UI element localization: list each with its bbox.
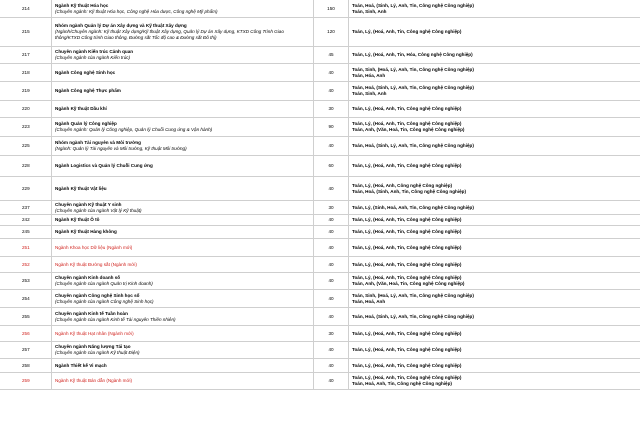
major-subtitle: (Chuyên ngành: Quản lý Công nghiệp, Quản lý Chuỗi Cung ứng & Vận hành)	[55, 127, 213, 132]
subject-combination: Toán, Hoá, Anh, Tin, Công nghệ Công nghiệp)	[352, 381, 452, 386]
major-cell	[52, 342, 314, 359]
major-code: 228	[0, 156, 52, 177]
major-name: Chuyên ngành Năng lượng Tái tạo	[55, 344, 131, 349]
subject-combination: Toán, Hóa, Anh	[352, 72, 386, 78]
major-code: 256	[0, 326, 52, 342]
major-cell	[52, 137, 314, 156]
table-row	[0, 226, 640, 239]
major-subtitle: (Ngành: Quản lý Tài nguyên và Môi trường, Kỹ thuật Môi trường)	[55, 146, 187, 151]
quota-value: 40	[314, 64, 349, 82]
major-name: Ngành Kỹ thuật Hóa học	[55, 2, 109, 8]
major-name: Nhóm ngành Tài nguyên và Môi trường	[55, 140, 141, 145]
subject-combination: Toán, Lý, (Hoá, Anh, Tin, Công nghệ Công nghiệp)	[352, 362, 462, 368]
table-row	[0, 342, 640, 359]
major-code: 229	[0, 177, 52, 201]
major-cell	[52, 156, 314, 177]
subject-combination-cell	[349, 118, 640, 137]
table-row	[0, 215, 640, 226]
subject-combination-cell	[349, 226, 640, 239]
quota-value: 40	[314, 273, 349, 290]
major-code: 215	[0, 18, 52, 47]
quota-value: 30	[314, 201, 349, 215]
major-code: 242	[0, 215, 52, 226]
major-code: 217	[0, 47, 52, 64]
subject-combination-cell	[349, 326, 640, 342]
table-row	[0, 47, 640, 64]
major-subtitle: (Chuyên ngành của ngành Vật lý Kỹ thuật)	[55, 207, 142, 213]
major-cell	[52, 101, 314, 118]
major-subtitle: (Ngành/Chuyên ngành: Kỹ thuật Xây dựng/Kỹ thuật Xây dựng, Quản lý Dự án Xây dựng, KTXD Công Trình Giao thông/KTXD Công trình Giao thông, Đường sắt Tốc độ cao & Đường sắt Đô thị)	[55, 29, 284, 40]
quota-value: 40	[314, 308, 349, 326]
quota-value: 90	[314, 118, 349, 137]
subject-combination-cell	[349, 47, 640, 64]
major-name: Ngành Kỹ thuật Dầu khí	[55, 106, 107, 111]
major-name: Chuyên ngành Kỹ thuật Y sinh	[55, 201, 122, 207]
major-subtitle: (Chuyên ngành của ngành Công nghệ Sinh học)	[55, 298, 154, 304]
quota-value: 40	[314, 226, 349, 239]
major-subtitle: (Chuyên ngành của ngành Kiến trúc)	[55, 55, 131, 60]
major-name: Ngành Logistics và Quản lý Chuỗi Cung ứng	[55, 163, 153, 168]
subject-combination: Toán, Hoá, (Sinh, Anh, Tin, Công nghệ Công nghiệp)	[352, 188, 466, 194]
major-name: Ngành Kỹ thuật Đường sắt (Ngành mới)	[55, 261, 137, 267]
subject-combination: Toán, Lý, (Hoá, Anh, Tin, Công nghệ Công nghiệp)	[352, 121, 462, 126]
subject-combination: Toán, Lý, (Hoá, Anh, Tin, Công nghệ Công nghiệp)	[352, 244, 462, 250]
subject-combination-cell	[349, 257, 640, 273]
major-cell	[52, 226, 314, 239]
major-code: 254	[0, 290, 52, 308]
major-name: Ngành Kỹ thuật Hạt nhân (Ngành mới)	[55, 330, 134, 336]
major-name: Chuyên ngành Kinh doanh số	[55, 275, 121, 280]
subject-combination: Toán, Lý, (Hoá, Anh, Công nghệ Công nghiệp)	[352, 182, 453, 188]
subject-combination: Toán, Lý, (Hoá, Anh, Tin, Hóa, Công nghệ Công nghiệp)	[352, 52, 473, 57]
table-row	[0, 0, 640, 18]
subject-combination: Toán, Lý, (Hoá, Anh, Tin, Công nghệ Công nghiệp)	[352, 106, 462, 111]
subject-combination: Toán, Sinh, Anh	[352, 91, 387, 96]
major-cell	[52, 64, 314, 82]
quota-value: 40	[314, 359, 349, 373]
subject-combination: Toán, Lý, (Hoá, Anh, Tin, Công nghệ Công nghiệp)	[352, 229, 462, 234]
major-cell	[52, 47, 314, 64]
subject-combination-cell	[349, 373, 640, 390]
quota-value: 30	[314, 101, 349, 118]
major-name: Ngành Công nghệ Thực phẩm	[55, 88, 121, 93]
subject-combination: Toán, Anh, (Văn, Hoá, Tin, Công nghệ Công nghiệp)	[352, 127, 465, 132]
quota-value: 40	[314, 137, 349, 156]
major-subtitle: (Chuyên ngành của ngành Kỹ thuật Điện)	[55, 350, 140, 355]
table-row	[0, 373, 640, 390]
table-row	[0, 273, 640, 290]
subject-combination-cell	[349, 137, 640, 156]
major-cell	[52, 239, 314, 257]
major-cell	[52, 326, 314, 342]
major-code: 219	[0, 82, 52, 101]
major-cell	[52, 177, 314, 201]
major-code: 237	[0, 201, 52, 215]
major-cell	[52, 82, 314, 101]
table-row	[0, 177, 640, 201]
major-name: Ngành Kỹ thuật Ô tô	[55, 217, 100, 222]
subject-combination-cell	[349, 273, 640, 290]
subject-combination: Toán, Hoá, (Sinh, Lý, Anh, Tin, Công nghệ Công nghiệp)	[352, 313, 474, 319]
major-cell	[52, 359, 314, 373]
table-row	[0, 257, 640, 273]
subject-combination: Toán, Lý, (Hoá, Anh, Tin, Công nghệ Công nghiệp)	[352, 330, 462, 336]
major-code: 225	[0, 137, 52, 156]
subject-combination: Toán, Hoá, (Sinh, Lý, Anh, Tin, Công nghệ Công nghiệp)	[352, 143, 474, 148]
quota-value: 40	[314, 215, 349, 226]
major-subtitle: (Chuyên ngành của ngành Quản trị Kinh doanh)	[55, 281, 153, 286]
subject-combination-cell	[349, 239, 640, 257]
major-cell	[52, 118, 314, 137]
quota-value: 120	[314, 18, 349, 47]
subject-combination: Toán, Lý, (Hoá, Anh, Tin, Công nghệ Công nghiệp)	[352, 163, 462, 168]
major-subtitle: (Chuyên ngành: Kỹ thuật Hóa học, Công nghệ Hóa dược, Công nghệ Mỹ phẩm)	[55, 8, 218, 14]
subject-combination: Toán, Lý, (Hoá, Anh, Tin, Công nghệ Công nghiệp)	[352, 217, 462, 222]
major-cell	[52, 308, 314, 326]
subject-combination-cell	[349, 308, 640, 326]
major-cell	[52, 201, 314, 215]
table-row	[0, 290, 640, 308]
major-cell	[52, 0, 314, 18]
subject-combination-cell	[349, 215, 640, 226]
subject-combination: Toán, Lý, (Hoá, Anh, Tin, Công nghệ Công nghiệp)	[352, 375, 462, 380]
subject-combination: Toán, Sinh, Anh	[352, 8, 387, 14]
subject-combination-cell	[349, 101, 640, 118]
subject-combination: Toán, Sinh, (Hoá, Lý, Anh, Tin, Công nghệ Công nghiệp)	[352, 66, 474, 72]
major-code: 255	[0, 308, 52, 326]
major-code: 218	[0, 64, 52, 82]
table-row	[0, 239, 640, 257]
subject-combination: Toán, Lý, (Sinh, Hoá, Anh, Tin, Công nghệ Công nghiệp)	[352, 204, 474, 210]
major-code: 259	[0, 373, 52, 390]
major-code: 245	[0, 226, 52, 239]
major-name: Ngành Kỹ thuật Bán dẫn (Ngành mới)	[55, 378, 133, 383]
subject-combination-cell	[349, 342, 640, 359]
subject-combination: Toán, Anh, (Văn, Hoá, Tin, Công nghệ Công nghiệp)	[352, 281, 465, 286]
subject-combination: Toán, Lý, (Hoá, Anh, Tin, Công nghệ Công nghiệp)	[352, 261, 462, 267]
subject-combination-cell	[349, 18, 640, 47]
subject-combination-cell	[349, 359, 640, 373]
subject-combination-cell	[349, 64, 640, 82]
subject-combination-cell	[349, 201, 640, 215]
quota-value: 40	[314, 177, 349, 201]
table-row	[0, 156, 640, 177]
quota-value: 40	[314, 239, 349, 257]
major-code: 252	[0, 257, 52, 273]
quota-value: 60	[314, 156, 349, 177]
subject-combination: Toán, Hoá, Anh	[352, 298, 386, 304]
major-code: 223	[0, 118, 52, 137]
subject-combination: Toán, Lý, (Hoá, Anh, Tin, Công nghệ Công nghiệp)	[352, 29, 462, 34]
table-row	[0, 308, 640, 326]
quota-value: 40	[314, 290, 349, 308]
major-code: 253	[0, 273, 52, 290]
major-code: 257	[0, 342, 52, 359]
subject-combination: Toán, Hoá, (Sinh, Lý, Anh, Tin, Công nghệ Công nghiệp)	[352, 2, 474, 8]
major-name: Ngành Thiết kế Vi mạch	[55, 362, 107, 368]
major-name: Ngành Kỹ thuật Vật liệu	[55, 185, 107, 191]
subject-combination-cell	[349, 82, 640, 101]
subject-combination: Toán, Hoá, (Sinh, Lý, Anh, Tin, Công nghệ Công nghiệp)	[352, 85, 474, 90]
quota-value: 150	[314, 0, 349, 18]
major-cell	[52, 373, 314, 390]
major-name: Ngành Kỹ thuật Hàng không	[55, 229, 117, 234]
major-name: Ngành Quản lý Công nghiệp	[55, 121, 117, 126]
table-row	[0, 101, 640, 118]
table-row	[0, 137, 640, 156]
major-name: Chuyên ngành Kinh tế Tuần hoàn	[55, 310, 128, 316]
major-name: Chuyên ngành Kiến trúc Cảnh quan	[55, 49, 134, 54]
quota-value: 45	[314, 47, 349, 64]
major-cell	[52, 257, 314, 273]
subject-combination-cell	[349, 177, 640, 201]
major-name: Ngành Khoa học Dữ liệu (Ngành mới)	[55, 244, 133, 250]
major-cell	[52, 215, 314, 226]
subject-combination-cell	[349, 0, 640, 18]
major-name: Ngành Công nghệ Sinh học	[55, 69, 116, 75]
quota-value: 40	[314, 373, 349, 390]
major-code: 214	[0, 0, 52, 18]
quota-value: 40	[314, 342, 349, 359]
quota-value: 40	[314, 257, 349, 273]
major-code: 220	[0, 101, 52, 118]
major-cell	[52, 290, 314, 308]
table-row	[0, 82, 640, 101]
subject-combination-cell	[349, 156, 640, 177]
quota-value: 40	[314, 82, 349, 101]
table-row	[0, 18, 640, 47]
major-code: 258	[0, 359, 52, 373]
major-subtitle: (Chuyên ngành của ngành Kinh tế Tài nguyên Thiên nhiên)	[55, 316, 176, 322]
major-cell	[52, 273, 314, 290]
table-row	[0, 359, 640, 373]
major-name: Nhóm ngành Quản lý Dự án Xây dựng và Kỹ thuật Xây dựng	[55, 23, 187, 28]
major-code: 251	[0, 239, 52, 257]
subject-combination: Toán, Lý, (Hoá, Anh, Tin, Công nghệ Công nghiệp)	[352, 347, 462, 352]
subject-combination: Toán, Sinh, (Hoá, Lý, Anh, Tin, Công nghệ Công nghiệp)	[352, 292, 474, 298]
major-cell	[52, 18, 314, 47]
table-row	[0, 118, 640, 137]
quota-value: 30	[314, 326, 349, 342]
subject-combination-cell	[349, 290, 640, 308]
table-row	[0, 326, 640, 342]
table-row	[0, 64, 640, 82]
subject-combination: Toán, Lý, (Hoá, Anh, Tin, Công nghệ Công nghiệp)	[352, 275, 462, 280]
major-name: Chuyên ngành Công nghệ Sinh học số	[55, 292, 140, 298]
table-row	[0, 201, 640, 215]
